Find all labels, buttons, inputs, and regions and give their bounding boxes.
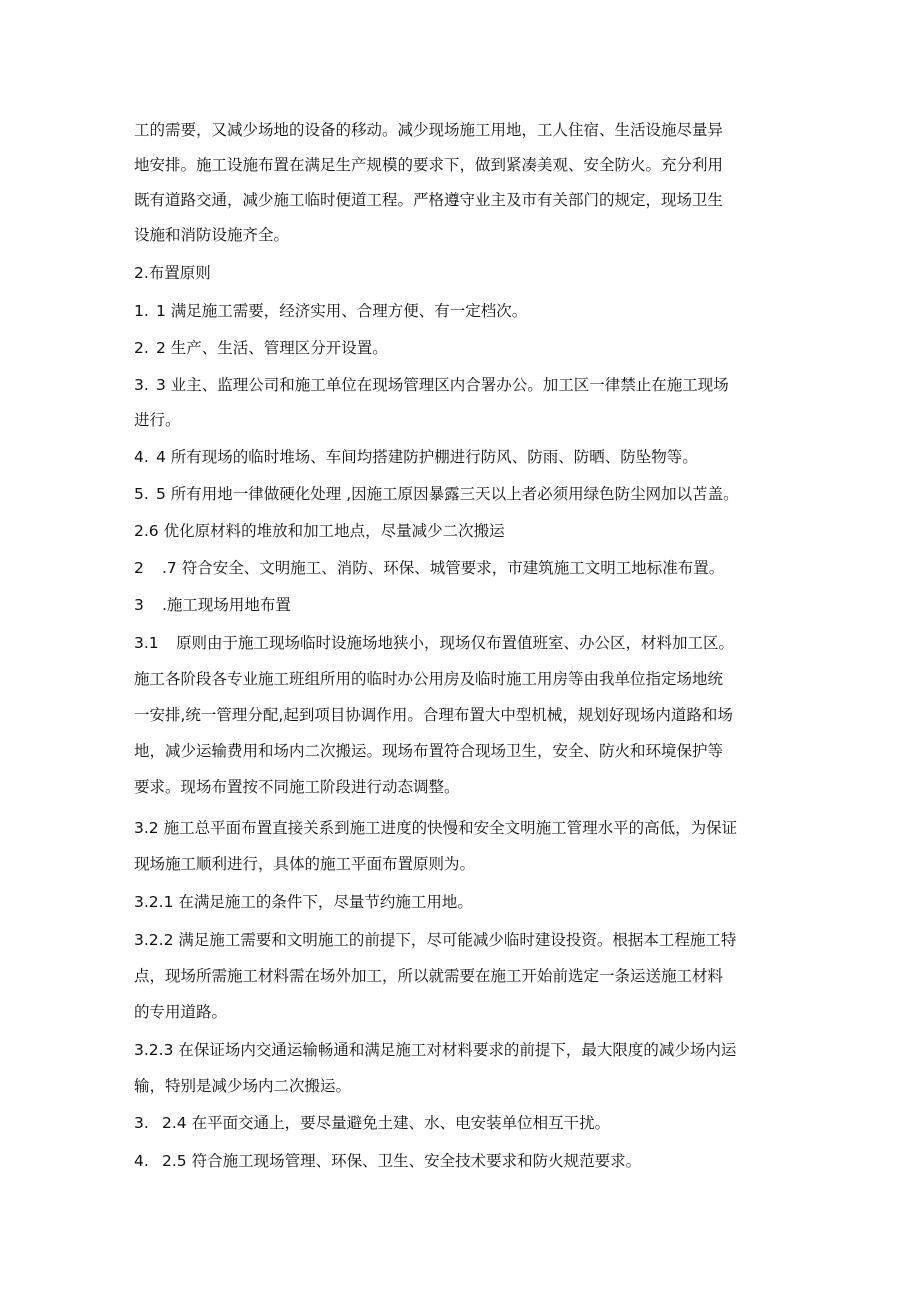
list-number: 3. — [134, 1114, 149, 1132]
list-item — [134, 553, 794, 583]
paragraph-line: 3.2.2 满足施工需要和文明施工的前提下，尽可能减少临时建设投资。根据本工程施工特 — [134, 931, 737, 949]
list-item-text: 3 业主、监理公司和施工单位在现场管理区内合署办公。加工区一律禁止在施工现场 — [156, 376, 729, 394]
list-number: 3. — [134, 376, 149, 394]
list-item-text: 5 所有用地一律做硬化处理 ,因施工原因暴露三天以上者必须用绿色防尘网加以苫盖。 — [156, 485, 739, 503]
list-number: 5. — [134, 485, 149, 503]
paragraph-line: 3.2.3 在保证场内交通运输畅通和满足施工对材料要求的前提下，最大限度的减少场内运 — [134, 1041, 737, 1059]
paragraph-line: 进行。 — [134, 411, 181, 429]
list-item — [134, 442, 794, 472]
list-number: 1. — [134, 302, 149, 320]
list-item-text: 4 所有现场的临时堆场、车间均搭建防护棚进行防风、防雨、防晒、防坠物等。 — [156, 448, 698, 466]
paragraph-line: 一安排,统一管理分配,起到项目协调作用。合理布置大中型机械，规划好现场内道路和场 — [134, 706, 733, 724]
paragraph-line: 地安排。施工设施布置在满足生产规模的要求下，做到紧凑美观、安全防火。充分利用 — [134, 156, 724, 174]
paragraph-line: 输，特别是减少场内二次搬运。 — [134, 1077, 352, 1095]
paragraph-line: 3.2 施工总平面布置直接关系到施工进度的快慢和安全文明施工管理水平的高低，为保证 — [134, 819, 738, 837]
list-item — [134, 333, 794, 363]
section-heading: 2.布置原则 — [134, 264, 211, 282]
list-item-text: 2.4 在平面交通上，要尽量避免土建、水、电安装单位相互干扰。 — [162, 1114, 611, 1132]
list-item-text: .7 符合安全、文明施工、消防、环保、城管要求，市建筑施工文明工地标准布置。 — [162, 559, 725, 577]
list-item-text: 2 生产、生活、管理区分开设置。 — [156, 339, 388, 357]
list-item — [134, 1108, 794, 1138]
paragraph-line: 要求。现场布置按不同施工阶段进行动态调整。 — [134, 778, 460, 796]
list-number: 3 — [134, 596, 144, 614]
list-item-text: 1 满足施工需要，经济实用、合理方便、有一定档次。 — [156, 302, 528, 320]
paragraph-line: 3.2.1 在满足施工的条件下，尽量节约施工用地。 — [134, 893, 473, 911]
list-item — [134, 1146, 794, 1176]
paragraph-line: 2.6 优化原材料的堆放和加工地点，尽量减少二次搬运 — [134, 522, 505, 540]
paragraph-line: 既有道路交通，减少施工临时便道工程。严格遵守业主及市有关部门的规定，现场卫生 — [134, 191, 724, 209]
paragraph-line: 现场施工顺利进行，具体的施工平面布置原则为。 — [134, 855, 476, 873]
list-number: 4. — [134, 448, 149, 466]
list-number: 2 — [134, 559, 144, 577]
list-item-text: 原则由于施工现场临时设施场地狭小，现场仅布置值班室、办公区，材料加工区。 — [176, 634, 735, 652]
paragraph-line: 的专用道路。 — [134, 1003, 228, 1021]
list-item — [134, 479, 794, 509]
heading-text: .施工现场用地布置 — [162, 596, 291, 614]
paragraph-line: 施工各阶段各专业施工班组所用的临时办公用房及临时施工用房等由我单位指定场地统 — [134, 670, 724, 688]
list-number: 2. — [134, 339, 149, 357]
paragraph-line: 地，减少运输费用和场内二次搬运。现场布置符合现场卫生，安全、防火和环境保护等 — [134, 742, 724, 760]
paragraph-line: 工的需要，又减少场地的设备的移动。减少现场施工用地，工人住宿、生活设施尽量异 — [134, 121, 724, 139]
paragraph-line: 设施和消防设施齐全。 — [134, 226, 290, 244]
list-item — [134, 296, 794, 326]
list-item — [134, 370, 794, 400]
section-heading — [134, 590, 794, 620]
paragraph-line: 点，现场所需施工材料需在场外加工，所以就需要在施工开始前选定一条运送施工材料 — [134, 967, 724, 985]
list-number: 3.1 — [134, 634, 159, 652]
list-item — [134, 628, 794, 658]
list-number: 4. — [134, 1152, 149, 1170]
list-item-text: 2.5 符合施工现场管理、环保、卫生、安全技术要求和防火规范要求。 — [162, 1152, 642, 1170]
